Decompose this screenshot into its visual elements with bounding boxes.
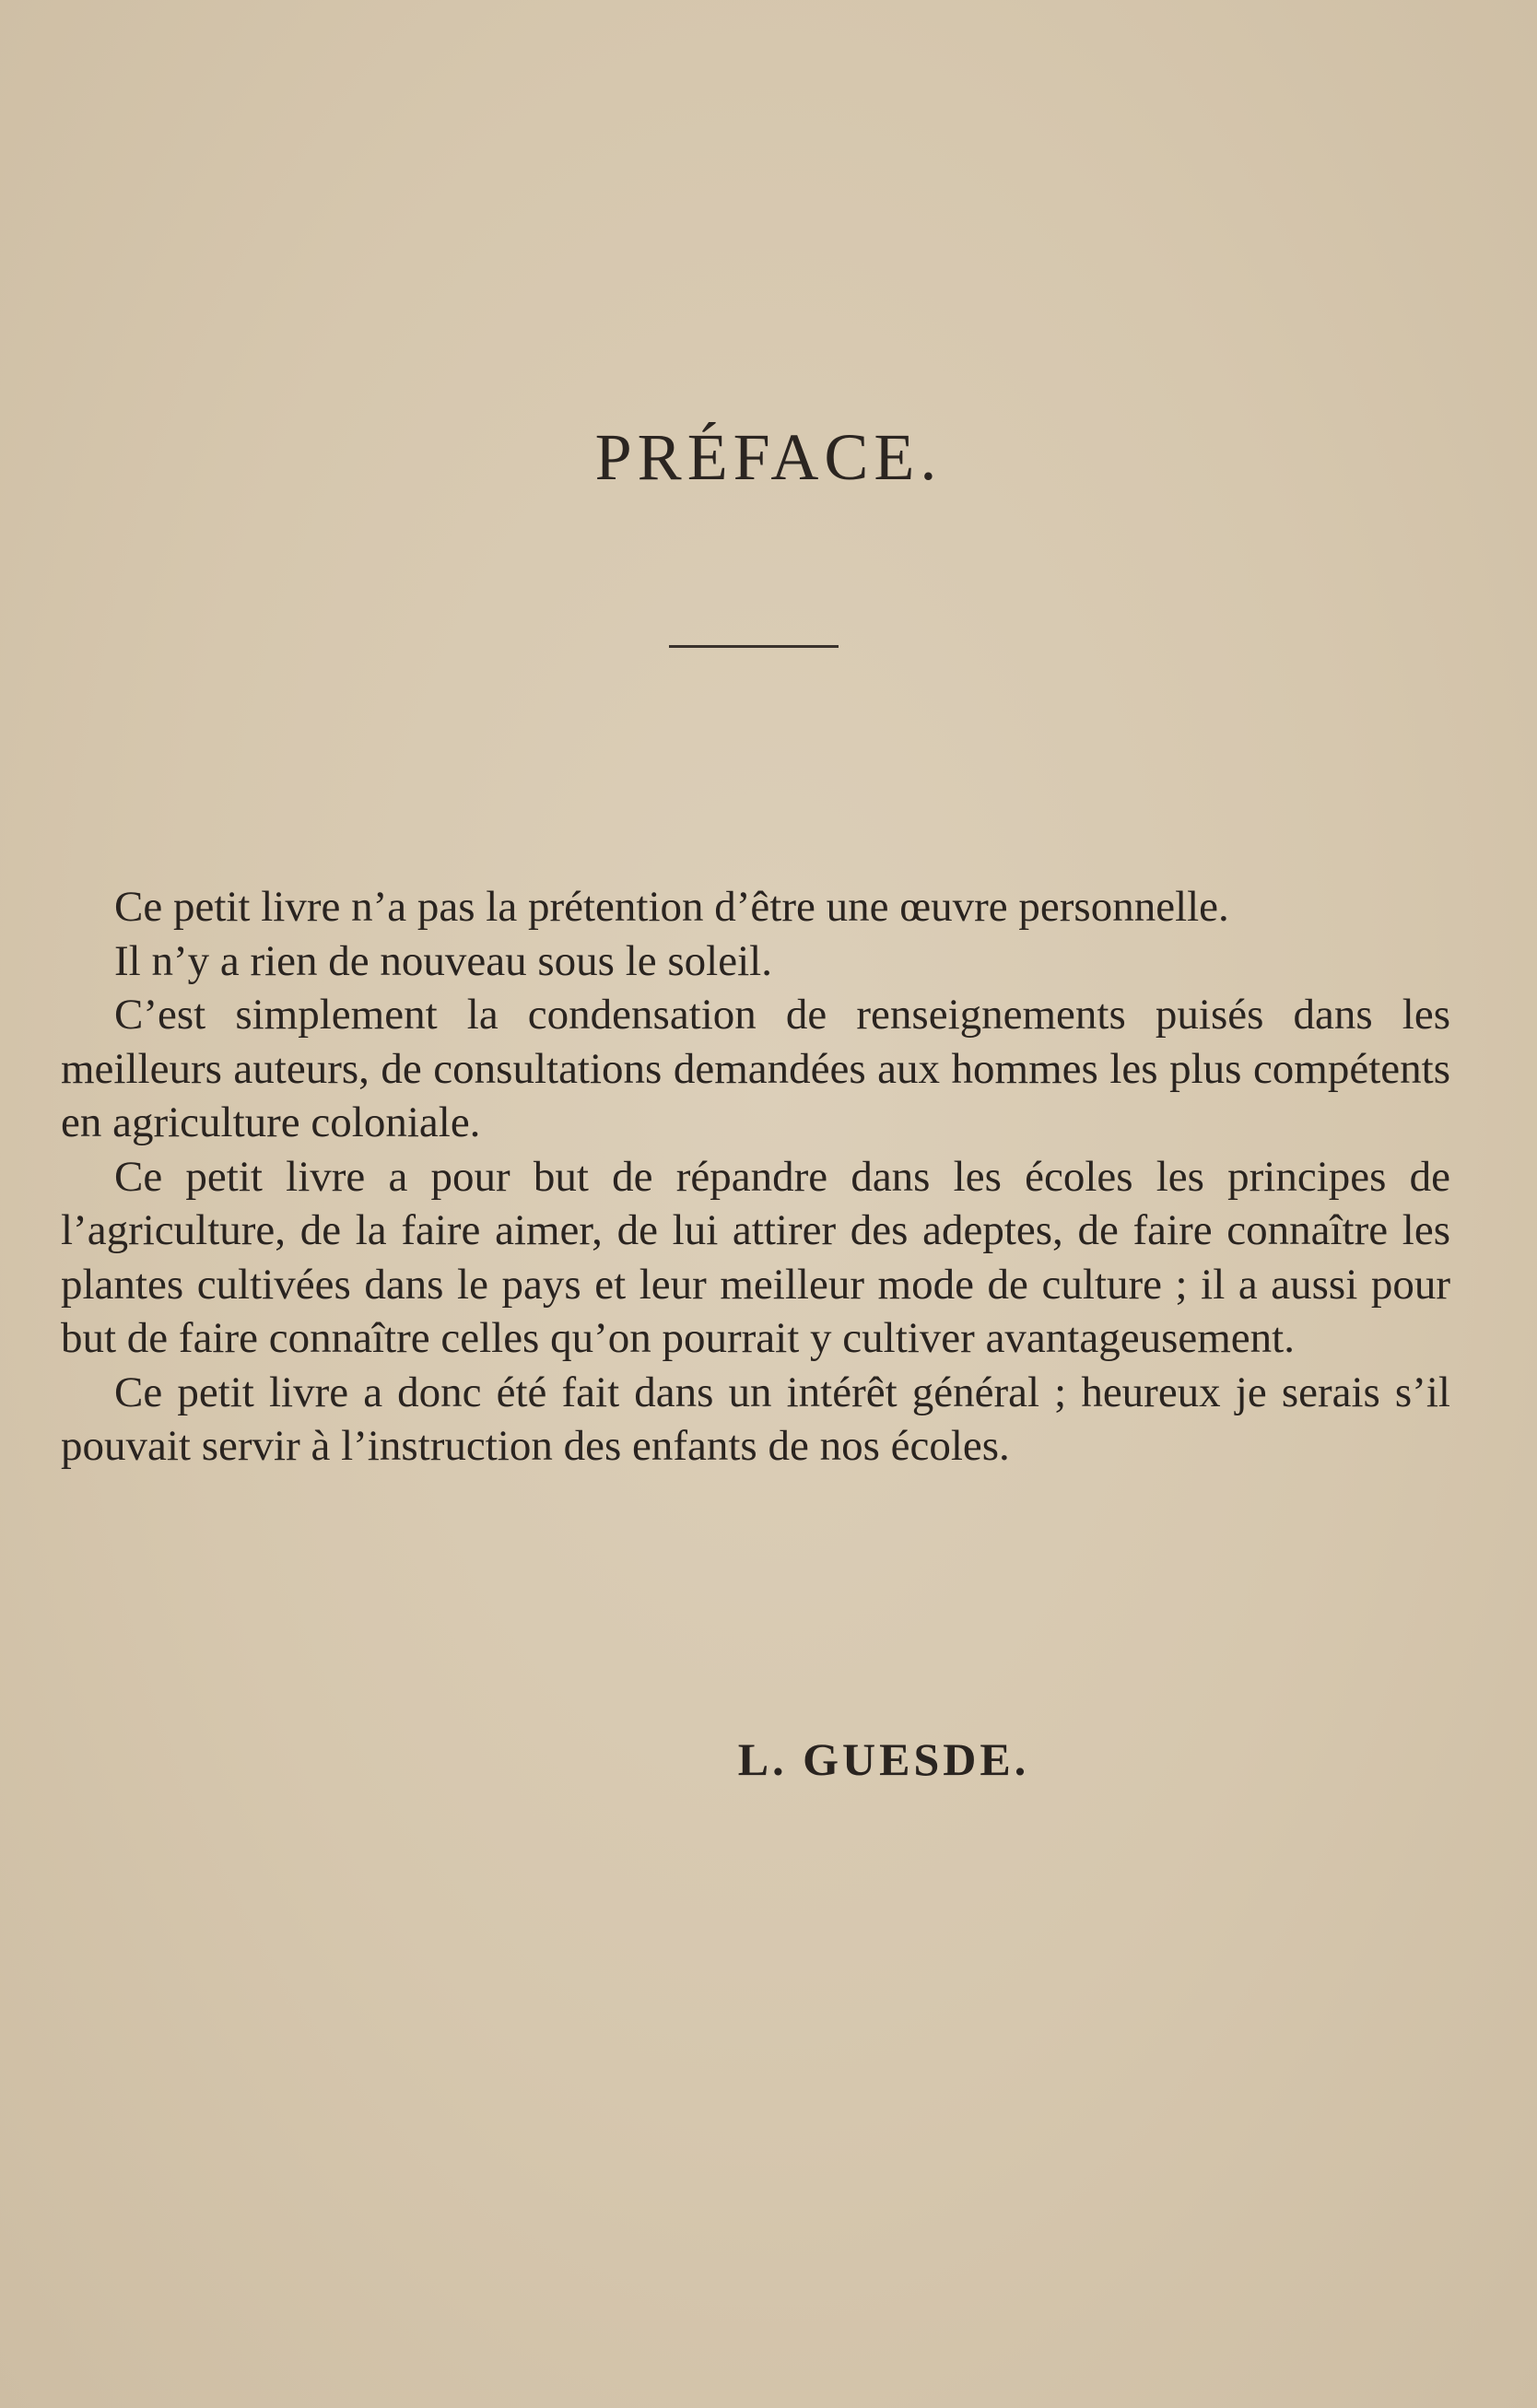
title-divider xyxy=(669,645,839,648)
paragraph-5: Ce petit livre a donc été fait dans un intérêt général ; heureux je serais s’il pouvait servir à l’instruction des enfants de nos écoles. xyxy=(61,1368,1450,1470)
paragraph-4: Ce petit livre a pour but de répandre dans les écoles les principes de l’agriculture, de la faire aimer, de lui attirer des adeptes, de faire connaître les plantes cultivées dans le pays et leur meilleur mode de culture ; il a aussi pour but de faire connaître celles qu’on pourrait y cultiver avantageusement. xyxy=(61,1152,1450,1362)
paragraph-1: Ce petit livre n’a pas la prétention d’être une œuvre personnelle. xyxy=(114,883,1229,931)
paragraph-3: C’est simplement la condensation de renseignements puisés dans les meilleurs auteurs, de consultations demandées aux hommes les plus compétents en agriculture coloniale. xyxy=(61,991,1450,1146)
paragraph-2: Il n’y a rien de nouveau sous le soleil. xyxy=(114,936,772,985)
preface-body xyxy=(61,880,1450,1474)
author-signature: L. GUESDE. xyxy=(737,1733,1030,1785)
page-title: PRÉFACE. xyxy=(594,420,943,494)
